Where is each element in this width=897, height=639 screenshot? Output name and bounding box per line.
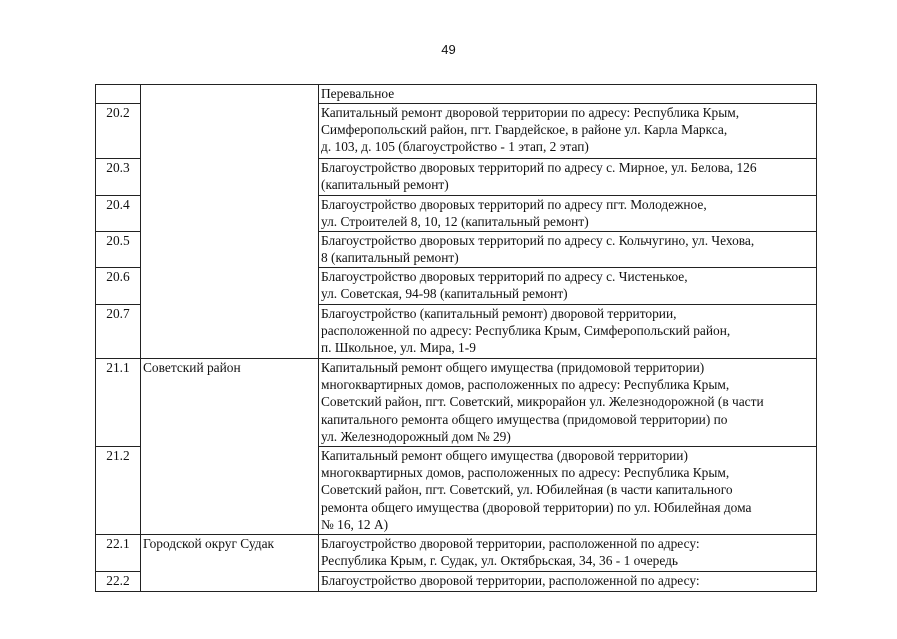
district-cell: Советский район (141, 359, 319, 447)
table-row (96, 232, 817, 268)
row-number: 21.1 (96, 359, 141, 447)
row-number: 20.2 (96, 104, 141, 159)
row-description: Благоустройство (капитальный ремонт) дворовой территории, расположенной по адресу: Республика Крым, Симферопольский район, п. Школьное, ул. Мира, 1-9 (319, 305, 817, 359)
row-description: Благоустройство дворовых территорий по адресу с. Кольчугино, ул. Чехова, 8 (капитальный ремонт) (319, 232, 817, 268)
continuation-text: Перевальное (319, 85, 817, 104)
table-row (96, 85, 817, 104)
table-row (96, 535, 817, 572)
row-number: 22.2 (96, 572, 141, 592)
row-description: Благоустройство дворовых территорий по адресу пгт. Молодежное, ул. Строителей 8, 10, 12 (капитальный ремонт) (319, 196, 817, 232)
row-description: Капитальный ремонт дворовой территории по адресу: Республика Крым, Симферопольский район, пгт. Гвардейское, в районе ул. Карла Маркса, д. 103, д. 105 (благоустройство - 1 этап, 2 этап) (319, 104, 817, 159)
district-cell (141, 85, 319, 104)
district-cell (141, 268, 319, 305)
row-description: Благоустройство дворовых территорий по адресу с. Мирное, ул. Белова, 126 (капитальный ремонт) (319, 159, 817, 196)
table-row (96, 447, 817, 535)
table-row (96, 159, 817, 196)
district-cell (141, 572, 319, 592)
table-row (96, 268, 817, 305)
district-cell (141, 104, 319, 159)
row-number: 22.1 (96, 535, 141, 572)
page-number: 49 (441, 42, 456, 57)
row-description: Капитальный ремонт общего имущества (придомовой территории) многоквартирных домов, расположенных по адресу: Республика Крым, Советский район, пгт. Советский, микрорайон ул. Железнодорожной (в части капитального ремонта общего имущества (придомовой территории) по ул. Железнодорожный дом № 29) (319, 359, 817, 447)
table-row (96, 359, 817, 447)
table-row (96, 305, 817, 359)
row-number: 20.4 (96, 196, 141, 232)
district-cell (141, 232, 319, 268)
row-number: 20.6 (96, 268, 141, 305)
district-cell (141, 305, 319, 359)
row-number: 21.2 (96, 447, 141, 535)
table-row (96, 572, 817, 592)
district-cell (141, 196, 319, 232)
district-cell: Городской округ Судак (141, 535, 319, 572)
table-row (96, 196, 817, 232)
row-number: 20.3 (96, 159, 141, 196)
row-number-cell (96, 85, 141, 104)
row-description: Благоустройство дворовых территорий по адресу с. Чистенькое, ул. Советская, 94-98 (капитальный ремонт) (319, 268, 817, 305)
district-cell (141, 159, 319, 196)
row-description: Благоустройство дворовой территории, расположенной по адресу: (319, 572, 817, 592)
table-row (96, 104, 817, 159)
row-number: 20.5 (96, 232, 141, 268)
district-cell (141, 447, 319, 535)
row-description: Благоустройство дворовой территории, расположенной по адресу: Республика Крым, г. Судак, ул. Октябрьская, 34, 36 - 1 очередь (319, 535, 817, 572)
object-table (95, 84, 817, 592)
row-description: Капитальный ремонт общего имущества (дворовой территории) многоквартирных домов, расположенных по адресу: Республика Крым, Советский район, пгт. Советский, ул. Юбилейная (в части капитального ремонта общего имущества (дворовой территории) по ул. Юбилейная дома № 16, 12 А) (319, 447, 817, 535)
row-number: 20.7 (96, 305, 141, 359)
